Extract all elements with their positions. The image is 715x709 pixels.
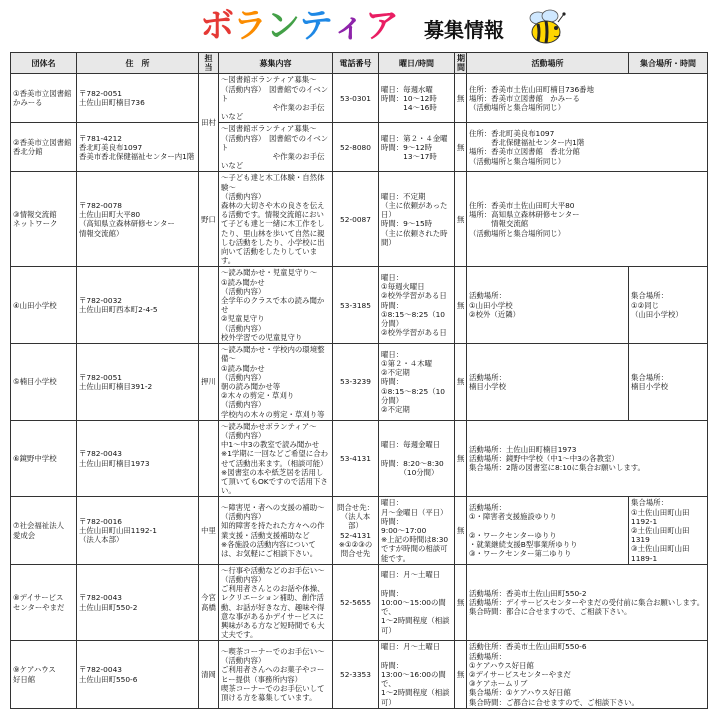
schedule: 曜日：第２・４金曜 時間：9～12時 13～17時 bbox=[379, 123, 455, 172]
meet: 集合場所： 楠目小学校 bbox=[629, 344, 708, 421]
phone: 52-5655 bbox=[333, 564, 379, 641]
table-row bbox=[11, 564, 708, 641]
org-name: ⑨ケアハウス 好日館 bbox=[11, 641, 77, 708]
content: ～読み聞かせ・児童見守り～ ①読み聞かせ （活動内容） 全学年のクラスで本の読み聞かせ ②児童見守り （活動内容） 校外学習での児童見守り bbox=[219, 267, 333, 344]
staff: 中里 bbox=[199, 497, 219, 564]
staff: 押川 bbox=[199, 344, 219, 421]
staff bbox=[199, 267, 219, 344]
staff: 野口 bbox=[199, 172, 219, 267]
org-name: ⑤楠目小学校 bbox=[11, 344, 77, 421]
title-char: ア bbox=[365, 6, 398, 46]
page-title bbox=[200, 6, 398, 46]
content: ～図書館ボランティア募集～ （活動内容） 図書館でのイベント や作業のお手伝いなど bbox=[219, 123, 333, 172]
phone: 53-3185 bbox=[333, 267, 379, 344]
page-header bbox=[0, 0, 715, 52]
meet: 集合場所： ①②同じ （山田小学校） bbox=[629, 267, 708, 344]
place: 住所：香北町美良布1097 香北保健福祉センター内1階 場所：香美市立図書館 香北分館 （活動場所と集合場所同じ） bbox=[467, 123, 708, 172]
title-char: ン bbox=[266, 6, 299, 46]
title-char: ボ bbox=[200, 6, 233, 46]
schedule: 曜日：月～土曜日 時間： 10:00～15:00の間で、 1～2時間程度（相談可） bbox=[379, 564, 455, 641]
place: 活動場所：土佐山田町楠目1973 活動場所：鏡野中学校（中1～中3の各教室） 集合場所：2階の図書室に8:10に集合お願いします。 bbox=[467, 420, 708, 497]
place: 活動場所： ①・障害者支援施設ゆりり ②・ワークセンターゆりり ・就業継続支援B型事業所ゆりり ③・ワークセンター第二ゆりり bbox=[467, 497, 629, 564]
column-header: 担当 bbox=[199, 53, 219, 74]
org-name: ④山田小学校 bbox=[11, 267, 77, 344]
column-header: 集合場所・時間 bbox=[629, 53, 708, 74]
phone: 52-0087 bbox=[333, 172, 379, 267]
column-header: 募集内容 bbox=[219, 53, 333, 74]
table-header-row bbox=[11, 53, 708, 74]
period: 無 bbox=[455, 123, 467, 172]
staff: 田村 bbox=[199, 74, 219, 172]
org-name: ⑥鏡野中学校 bbox=[11, 420, 77, 497]
column-header: 電話番号 bbox=[333, 53, 379, 74]
address: 〒782-0051 土佐山田町楠目391-2 bbox=[77, 344, 199, 421]
meet: 集合場所： ①土佐山田町山田1192-1 ②土佐山田町山田1319 ③土佐山田町山田1189-1 bbox=[629, 497, 708, 564]
address: 〒782-0051 土佐山田町楠目736 bbox=[77, 74, 199, 123]
content: ～行事や活動などのお手伝い～ （活動内容） ご利用者さんとのお話や体操、レクリエーション補助、創作活動、お話が好きな方、趣味や得意な事があるかデイサービスに興味がある方など短時間でも大丈夫です。 bbox=[219, 564, 333, 641]
period: 無 bbox=[455, 344, 467, 421]
staff bbox=[199, 420, 219, 497]
org-name: ②香美市立図書館 香北分館 bbox=[11, 123, 77, 172]
schedule: 曜日： ①第２・４木曜 ②不定期 時間： ①8:15～8:25（10分間） ②不定期 bbox=[379, 344, 455, 421]
column-header: 曜日/時間 bbox=[379, 53, 455, 74]
content: ～読み聞かせボランティア～ （活動内容） 中1～中3の教室で読み聞かせ ※1学期に一回などご希望に合わせて活動出来ます。（相談可能） ※図書室の本や紙芝居を活用して頂いてもOKですので活用下さい。 bbox=[219, 420, 333, 497]
org-name: ③情報交流館 ネットワーク bbox=[11, 172, 77, 267]
place: 活動場所：香美市土佐山田町550-2 活動場所：デイサービスセンターやまだの受付前に集合お願いします。 集合時間：都合に合せますので、ご相談下さい。 bbox=[467, 564, 708, 641]
column-header: 期間 bbox=[455, 53, 467, 74]
column-header: 団体名 bbox=[11, 53, 77, 74]
period: 無 bbox=[455, 641, 467, 708]
schedule: 曜日：毎週水曜 時間：10～12時 14～16時 bbox=[379, 74, 455, 123]
phone: 問合せ先： （法人本部） 52-4131 ※①②③の 問合せ先 bbox=[333, 497, 379, 564]
title-char: ラ bbox=[233, 6, 266, 46]
content: ～障害児・者への支援の補助～ （活動内容） 知的障害を持たれた方々への作業支援・活動支援補助など ※各施設の活動内容については、お気軽にご相談下さい。 bbox=[219, 497, 333, 564]
phone: 52-8080 bbox=[333, 123, 379, 172]
schedule: 曜日：毎週金曜日 時間：8:20～8:30 （10分間） bbox=[379, 420, 455, 497]
phone: 53-0301 bbox=[333, 74, 379, 123]
address: 〒782-0078 土佐山田町大平80 （高知県立森林研修センター 情報交流館） bbox=[77, 172, 199, 267]
address: 〒782-0043 土佐山田町楠目1973 bbox=[77, 420, 199, 497]
phone: 53-4131 bbox=[333, 420, 379, 497]
table-row bbox=[11, 420, 708, 497]
phone: 53-3239 bbox=[333, 344, 379, 421]
org-name: ⑦社会福祉法人 愛成会 bbox=[11, 497, 77, 564]
org-name: ①香美市立図書館 かみーる bbox=[11, 74, 77, 123]
table-row bbox=[11, 74, 708, 123]
content: ～図書館ボランティア募集～ （活動内容） 図書館でのイベント や作業のお手伝いなど bbox=[219, 74, 333, 123]
address: 〒782-0043 土佐山田町550-6 bbox=[77, 641, 199, 708]
period: 無 bbox=[455, 497, 467, 564]
title-char: ィ bbox=[332, 6, 365, 46]
period: 無 bbox=[455, 420, 467, 497]
schedule: 曜日：不定期 （主に依頼があった日） 時間：9～15時 （主に依頼された時間） bbox=[379, 172, 455, 267]
volunteer-table bbox=[10, 52, 708, 709]
column-header: 住 所 bbox=[77, 53, 199, 74]
address: 〒782-0016 土佐山田町山田1192-1 （法人本部） bbox=[77, 497, 199, 564]
content: ～喫茶コーナーでのお手伝い～ （活動内容） ご利用者さんへのお菓子やコーヒー提供（事務所内容） 喫茶コーナーでのお手伝いして頂ける方を募集しています。 bbox=[219, 641, 333, 708]
address: 〒781-4212 香北町美良布1097 香美市香北保健福祉センター内1階 bbox=[77, 123, 199, 172]
place: 活動場所： 楠目小学校 bbox=[467, 344, 629, 421]
place: 住所：香美市土佐山田町大平80 場所：高知県立森林研修センター 情報交流館 （活動場所と集合場所同じ） bbox=[467, 172, 708, 267]
address: 〒782-0043 土佐山田町550-2 bbox=[77, 564, 199, 641]
schedule: 曜日： 月～金曜日（平日） 時間： 9:00～17:00 ※上記の時間は8:30ですが時間の相談可能です。 bbox=[379, 497, 455, 564]
place: 活動住所：香美市土佐山田町550-6 活動場所： ①ケアハウス好日館 ②デイサービスセンターやまだ ③ケアホームリブ 集合場所：①ケアハウス好日館 集合時間：ご都合に合せますので、ご相談下さい。 bbox=[467, 641, 708, 708]
staff: 清岡 bbox=[199, 641, 219, 708]
phone: 52-3353 bbox=[333, 641, 379, 708]
place: 活動場所： ①山田小学校 ②校外（近隣） bbox=[467, 267, 629, 344]
org-name: ⑧デイサービス センターやまだ bbox=[11, 564, 77, 641]
place: 住所：香美市土佐山田町楠目736番地 場所：香美市立図書館 かみーる （活動場所と集合場所同じ） bbox=[467, 74, 708, 123]
table-row bbox=[11, 123, 708, 172]
table-row bbox=[11, 497, 708, 564]
table-row bbox=[11, 267, 708, 344]
period: 無 bbox=[455, 74, 467, 123]
table-row bbox=[11, 641, 708, 708]
page-subtitle: 募集情報 bbox=[424, 18, 504, 42]
bee-icon bbox=[528, 8, 572, 48]
title-char: テ bbox=[299, 6, 332, 46]
address: 〒782-0032 土佐山田町西本町2-4-5 bbox=[77, 267, 199, 344]
content: ～子ども達と木工体験・自然体験～ （活動内容） 森林の大切さや木の良さを伝える活動です。情報交流館において子ども達と一緒に木工作をしたり、里山林を歩いて自然に親しむ活動をしたり、小学校に出向いて活動をしたりしています。 bbox=[219, 172, 333, 267]
schedule: 曜日：月～土曜日 時間： 13:00～16:00の間で、 1～2時間程度（相談可） bbox=[379, 641, 455, 708]
staff: 今宮 髙橋 bbox=[199, 564, 219, 641]
content: ～読み聞かせ・学校内の環境整備～ ①読み聞かせ （活動内容） 朝の読み聞かせ等 ②木々の剪定・草刈り （活動内容） 学校内の木々の剪定・草刈り等 bbox=[219, 344, 333, 421]
period: 無 bbox=[455, 564, 467, 641]
table-row bbox=[11, 172, 708, 267]
schedule: 曜日： ①毎週火曜日 ②校外学習がある日 時間： ①8:15～8:25（10分間） ②校外学習がある日 bbox=[379, 267, 455, 344]
period: 無 bbox=[455, 172, 467, 267]
table-row bbox=[11, 344, 708, 421]
column-header: 活動場所 bbox=[467, 53, 629, 74]
period: 無 bbox=[455, 267, 467, 344]
